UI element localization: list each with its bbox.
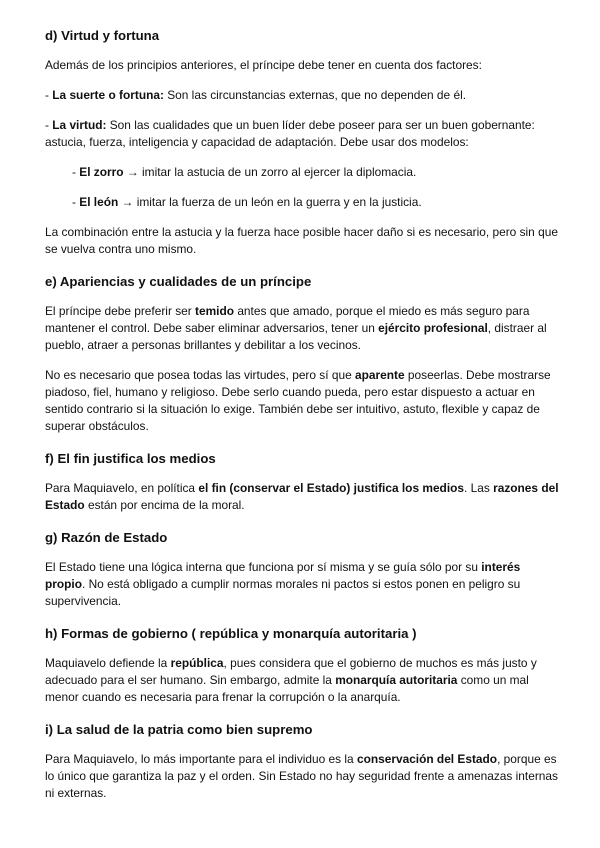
- bold-term: interés propio: [45, 560, 521, 591]
- bold-term: monarquía autoritaria: [335, 673, 458, 687]
- paragraph-i-1: [45, 751, 560, 802]
- section-heading-h: h) Formas de gobierno ( república y monarquía autoritaria ): [45, 626, 417, 641]
- section-heading-f: f) El fin justifica los medios: [45, 451, 216, 466]
- text-run: . No está obligado a cumplir normas morales ni pactos si estos ponen en peligro su supervivencia.: [45, 577, 521, 608]
- text-run: , pues considera que el gobierno de muchos es más justo y adecuado para el ser humano. Sin embargo, admite la: [45, 656, 537, 687]
- text-run: El Estado tiene una lógica interna que funciona por sí misma y se guía sólo por su: [45, 560, 482, 574]
- text-run: Para Maquiavelo, lo más importante para el individuo es la: [45, 752, 357, 766]
- bold-term: temido: [195, 304, 235, 318]
- text-run: Para Maquiavelo, en política: [45, 481, 199, 495]
- paragraph-e-1: [45, 303, 560, 354]
- text-run: No es necesario que posea todas las virtudes, pero sí que: [45, 368, 356, 382]
- text-run: , porque es lo único que garantiza la paz y el orden. Sin Estado no hay seguridad frente a amenazas internas ni externas.: [45, 752, 558, 800]
- term-suerte: La suerte o fortuna:: [52, 88, 164, 102]
- text-run: antes que amado, porque el miedo es más seguro para mantener el control. Debe saber eliminar adversarios, tener un: [45, 304, 530, 335]
- paragraph-d-intro: Además de los principios anteriores, el príncipe debe tener en cuenta dos factores:: [45, 58, 482, 72]
- text-run: . Las: [464, 481, 494, 495]
- paragraph-d-virtud: [45, 117, 560, 151]
- paragraph-e-2: [45, 367, 560, 435]
- term-zorro: El zorro: [79, 165, 124, 179]
- definition-text: → imitar la astucia de un zorro al ejercer la diplomacia.: [123, 165, 417, 179]
- section-heading-d: d) Virtud y fortuna: [45, 28, 160, 43]
- definition-text: Son las circunstancias externas, que no dependen de él.: [163, 88, 467, 102]
- paragraph-d-zorro: [45, 164, 560, 181]
- text-run: como un mal menor cuando es necesaria para frenar la corrupción o la anarquía.: [45, 673, 529, 704]
- paragraph-f-1: [45, 480, 560, 514]
- bold-term: conservación del Estado: [356, 752, 498, 766]
- document-body: [45, 26, 560, 802]
- paragraph-d-suerte: [45, 87, 560, 104]
- text-run: están por encima de la moral.: [84, 498, 245, 512]
- paragraph-d-leon: [45, 194, 560, 211]
- section-heading-i: i) La salud de la patria como bien supremo: [45, 722, 313, 737]
- paragraph-d-conclusion: La combinación entre la astucia y la fuerza hace posible hacer daño si es necesario, pero sin que se vuelva contra uno mismo.: [45, 225, 558, 256]
- bold-term: razones del Estado: [45, 481, 559, 512]
- term-virtud: La virtud:: [52, 118, 107, 132]
- dash: -: [45, 118, 53, 132]
- section-heading-g: g) Razón de Estado: [45, 530, 168, 545]
- bold-term: aparente: [355, 368, 405, 382]
- bold-term: el fin (conservar el Estado) justifica los medios: [198, 481, 464, 495]
- bold-term: ejército profesional: [378, 321, 488, 335]
- section-heading-e: e) Apariencias y cualidades de un príncipe: [45, 274, 312, 289]
- text-run: , distraer al pueblo, atraer a personas brillantes y debilitar a los vecinos.: [45, 321, 547, 352]
- text-run: Maquiavelo defiende la: [45, 656, 171, 670]
- term-leon: El león: [79, 195, 119, 209]
- paragraph-h-1: [45, 655, 560, 706]
- text-run: El príncipe debe preferir ser: [45, 304, 196, 318]
- text-run: poseerlas. Debe mostrarse piadoso, fiel, humano y religioso. Debe serlo cuando pueda, pero estar dispuesto a actuar en sentido contrario si la situación lo exige. También debe ser intuitivo, astuto, flexible y capaz de superar obstáculos.: [45, 368, 551, 433]
- bold-term: república: [170, 656, 224, 670]
- paragraph-g-1: [45, 559, 560, 610]
- dash: -: [72, 165, 80, 179]
- dash: -: [45, 88, 53, 102]
- definition-text: Son las cualidades que un buen líder debe poseer para ser un buen gobernante: astucia, fuerza, inteligencia y capacidad de adaptación. Debe usar dos modelos:: [45, 118, 535, 149]
- dash: -: [72, 195, 80, 209]
- definition-text: → imitar la fuerza de un león en la guerra y en la justicia.: [118, 195, 422, 209]
